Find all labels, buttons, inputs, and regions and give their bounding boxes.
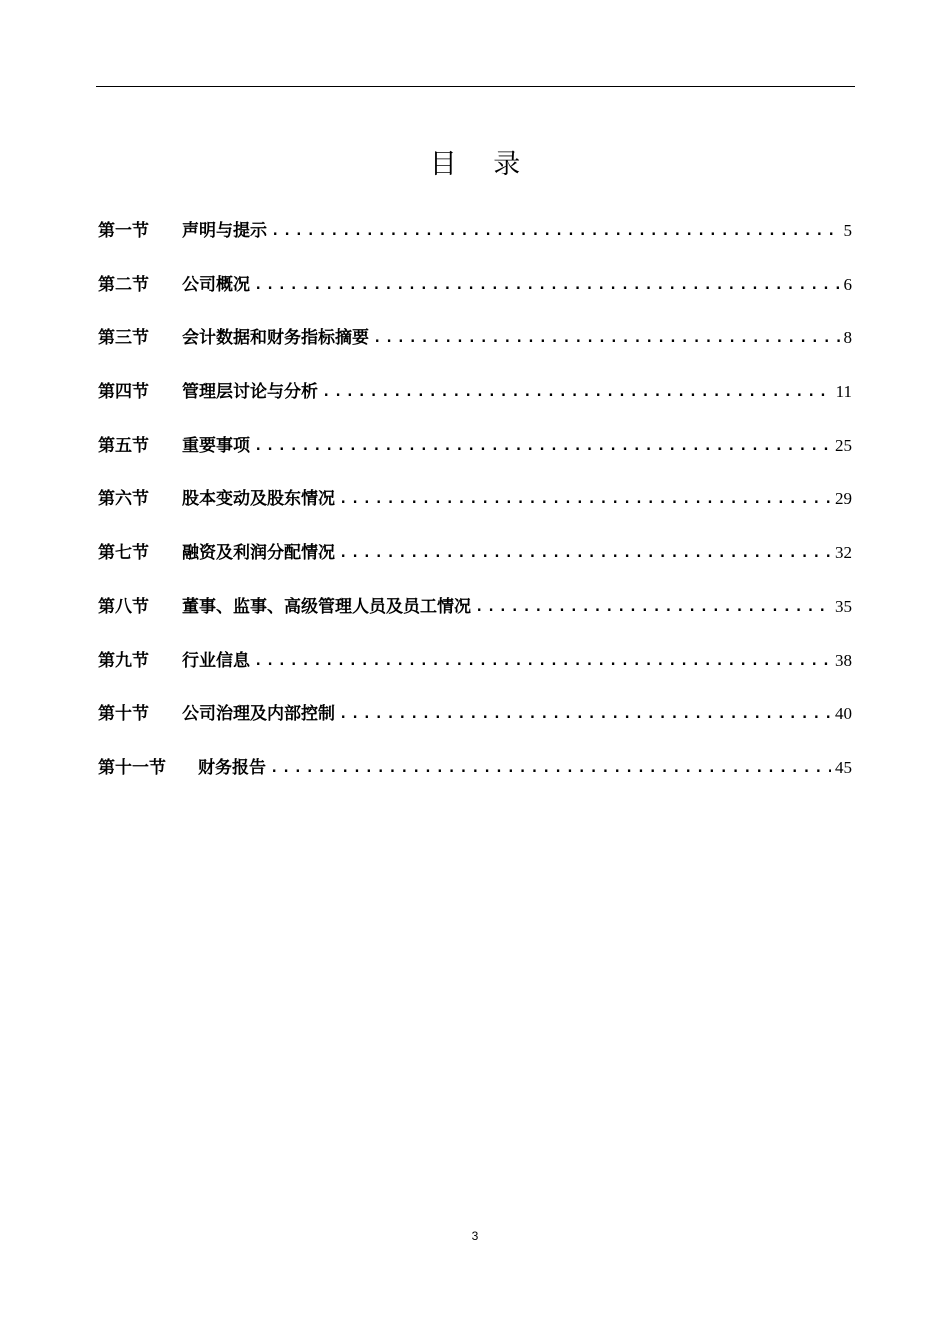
toc-leader-dots xyxy=(339,696,831,732)
toc-title: 目 录 xyxy=(429,149,535,180)
toc-entry[interactable] xyxy=(98,428,852,482)
toc-entry[interactable] xyxy=(98,535,852,589)
toc-entry[interactable] xyxy=(98,481,852,535)
toc-leader-dots xyxy=(339,481,831,517)
toc-page-number: 6 xyxy=(843,274,852,294)
toc-section-label: 第九节 xyxy=(98,650,149,671)
toc-leader-dots xyxy=(475,589,831,625)
toc-leader-dots xyxy=(254,643,831,679)
toc-section-title: 重要事项 xyxy=(182,435,250,456)
toc-page-number: 25 xyxy=(835,435,852,455)
toc-section-title: 公司治理及内部控制 xyxy=(182,704,335,725)
toc-leader-dots xyxy=(254,267,840,303)
toc-entry[interactable] xyxy=(98,374,852,428)
toc-section-label: 第五节 xyxy=(98,435,149,456)
toc-entry[interactable] xyxy=(98,213,852,267)
toc-section-title: 行业信息 xyxy=(182,650,250,671)
toc-list xyxy=(98,213,852,804)
toc-leader-dots xyxy=(254,428,831,464)
toc-page-number: 8 xyxy=(843,328,852,348)
toc-page-number: 38 xyxy=(835,650,852,670)
toc-page-number: 11 xyxy=(835,382,852,402)
toc-entry[interactable] xyxy=(98,589,852,643)
toc-page-number: 35 xyxy=(835,596,852,616)
toc-page-number: 29 xyxy=(835,489,852,509)
header-rule xyxy=(96,86,855,87)
toc-section-title: 股本变动及股东情况 xyxy=(182,489,335,510)
toc-leader-dots xyxy=(339,535,831,571)
toc-section-title: 管理层讨论与分析 xyxy=(182,382,318,403)
toc-leader-dots xyxy=(271,213,840,249)
toc-leader-dots xyxy=(270,750,831,786)
toc-section-label: 第一节 xyxy=(98,221,149,241)
toc-entry[interactable] xyxy=(98,696,852,750)
toc-section-label: 第三节 xyxy=(98,328,149,349)
toc-section-label: 第十节 xyxy=(98,704,149,725)
toc-section-label: 第二节 xyxy=(98,274,149,295)
toc-section-title: 董事、监事、高级管理人员及员工情况 xyxy=(182,596,471,617)
toc-entry[interactable] xyxy=(98,267,852,321)
toc-entry[interactable] xyxy=(98,643,852,697)
toc-page-number: 40 xyxy=(835,704,852,724)
toc-entry[interactable] xyxy=(98,750,852,804)
toc-section-title: 公司概况 xyxy=(182,274,250,295)
toc-section-title: 声明与提示 xyxy=(182,221,267,241)
toc-page-number: 32 xyxy=(835,543,852,563)
toc-page-number: 5 xyxy=(843,221,852,240)
toc-section-label: 第十一节 xyxy=(98,757,166,778)
toc-section-label: 第四节 xyxy=(98,382,149,403)
toc-section-title: 会计数据和财务指标摘要 xyxy=(182,328,369,349)
toc-section-label: 第六节 xyxy=(98,489,149,510)
toc-section-label: 第八节 xyxy=(98,596,149,617)
toc-leader-dots xyxy=(373,320,840,356)
page-number: 3 xyxy=(471,1229,479,1243)
toc-page-number: 45 xyxy=(835,757,852,777)
toc-section-title: 财务报告 xyxy=(198,757,266,778)
toc-section-title: 融资及利润分配情况 xyxy=(182,543,335,564)
toc-leader-dots xyxy=(322,374,832,410)
toc-entry[interactable] xyxy=(98,320,852,374)
toc-section-label: 第七节 xyxy=(98,543,149,564)
